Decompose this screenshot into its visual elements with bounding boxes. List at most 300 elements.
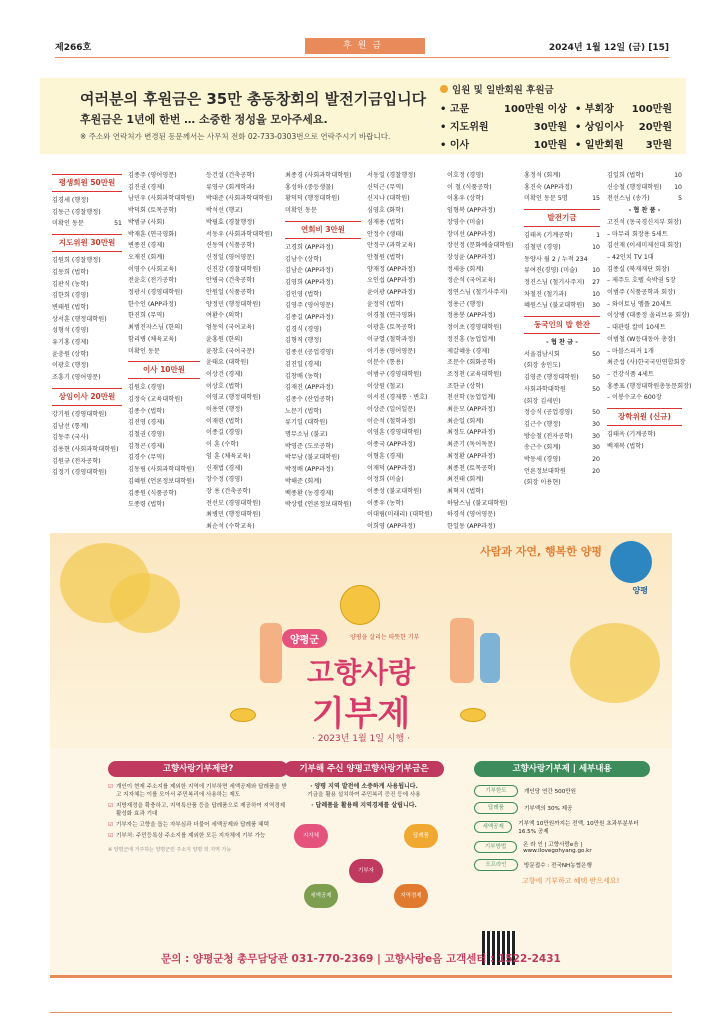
donor-entry — [367, 182, 443, 194]
donor-entry — [447, 229, 523, 241]
donor-entry — [447, 310, 523, 322]
donor-entry — [206, 275, 278, 287]
donor-entry — [285, 429, 361, 441]
donor-name: 신재법 (경제) — [206, 464, 243, 472]
county-slogan: 사람과 자연, 행복한 양평 — [480, 545, 602, 558]
donor-entry — [128, 193, 200, 205]
donor-entry — [52, 444, 122, 456]
donor-entry — [206, 509, 278, 521]
donor-name: 이상건 (경제) — [206, 370, 243, 378]
tier-row — [575, 136, 680, 151]
donor-entry — [607, 275, 682, 287]
donor-name: 여환수 (의학) — [206, 312, 243, 320]
panel-body — [108, 783, 288, 840]
donor-entry — [128, 382, 200, 394]
donor-entry — [447, 451, 523, 463]
donor-column-2 — [128, 170, 200, 511]
tier-amount: 100만원 — [631, 104, 672, 115]
donor-name: 미확인 동문 5명 — [524, 195, 568, 203]
donor-entry — [206, 193, 278, 205]
donor-name: 조한규 (상학) — [447, 382, 484, 390]
donor-entry — [607, 217, 682, 229]
category-heading: 연회비 3만원 — [285, 221, 361, 239]
donor-amount: 50 — [592, 385, 600, 393]
donor-name: 이서진 (경제통 · 변호) — [367, 394, 428, 402]
banner-headline: 여러분의 후원금은 35만 총동창회의 발전기금입니다 — [80, 90, 427, 108]
donor-entry — [128, 488, 200, 500]
donor-name: 이대림(미래리) (대학원) — [367, 511, 433, 519]
donor-entry — [52, 456, 122, 468]
donor-name: 정용봉 (APP과정) — [447, 312, 496, 320]
tier-row — [575, 118, 680, 133]
tier-amount: 20만원 — [638, 122, 672, 133]
donor-entry — [367, 369, 443, 381]
donor-entry — [447, 264, 523, 276]
donor-name: 김경세 (행정) — [52, 197, 89, 204]
donor-entry — [285, 312, 361, 324]
donor-name: 이광훈 (토목공학) — [367, 324, 416, 332]
donor-name: 전선스님 (송가) — [607, 195, 650, 203]
donor-name: 홍종표 (행정대학원총동문회장) — [607, 382, 692, 390]
tier-name: • 부회장 — [575, 104, 614, 115]
category-heading: 장학위원 (신규) — [607, 408, 682, 426]
donor-entry — [206, 205, 278, 217]
donor-entry — [367, 521, 443, 533]
donor-entry — [128, 346, 200, 358]
donor-entry — [52, 207, 122, 219]
donor-name: 하담스님 (불교대학원) — [447, 499, 508, 507]
donor-name: 김종수 (법학) — [128, 407, 165, 415]
donor-entry — [367, 240, 443, 252]
donor-name: 박범규 (사회) — [128, 218, 165, 226]
donor-name: 김원호 (경영) — [128, 384, 165, 392]
donor-entry — [607, 287, 682, 299]
donor-entry — [285, 406, 361, 418]
donor-entry — [52, 432, 122, 444]
donor-name: 조문수 (회화공학) — [447, 359, 496, 367]
donor-name: 김동주 (국사) — [52, 434, 89, 442]
cycle-node: 기부자 — [349, 859, 383, 883]
donor-amount: 10 — [592, 243, 600, 251]
donor-column-1 — [52, 170, 122, 479]
donor-name: 이재덕 (APP과정) — [367, 464, 416, 472]
donor-name: 최진태 (회계) — [447, 476, 484, 484]
donor-amount: 10 — [592, 267, 600, 275]
donor-entry — [607, 299, 682, 311]
donor-entry — [128, 322, 200, 334]
donor-amount: 20 — [592, 456, 600, 464]
header-divider — [55, 57, 669, 58]
tier-name: • 이사 — [440, 140, 470, 151]
donor-name: 신덕근 (무역) — [367, 183, 404, 191]
donor-entry — [285, 371, 361, 383]
donor-name: 이기용 (영어영문) — [367, 347, 416, 355]
donor-entry — [447, 416, 523, 428]
donor-name: 최운모 (APP과정) — [447, 406, 496, 414]
donor-entry — [607, 182, 682, 194]
cycle-diagram — [284, 814, 444, 914]
donor-name: 전선모 (경영대학원) — [206, 499, 261, 507]
donor-name: 이홍우 (상학) — [447, 195, 484, 203]
donor-entry — [52, 349, 122, 361]
category-heading: 동국인의 밥 한잔 — [524, 316, 600, 334]
donor-entry — [128, 441, 200, 453]
donor-name: 윤홍원 (한의) — [206, 335, 243, 343]
donor-name: 윤정익 (법학) — [367, 300, 404, 308]
donor-name: 한수인 (APP과정) — [128, 300, 177, 308]
donor-name: 박동세 (경영) — [524, 456, 561, 464]
donor-name: 이종우 (농학) — [367, 499, 404, 507]
donor-name: 백종환 (농경경제) — [285, 489, 334, 497]
donor-entry — [367, 427, 443, 439]
donor-entry — [607, 346, 682, 358]
detail-key: 세액공제 — [474, 821, 512, 833]
issue-date: 2024년 1월 12일 (금) [15] — [548, 43, 669, 53]
donor-entry — [285, 359, 361, 371]
donor-name: 안철원 (법학) — [367, 253, 404, 261]
sub-heading: - 협 찬 금 - — [546, 339, 578, 347]
tier-row — [440, 100, 575, 115]
donor-entry — [285, 394, 361, 406]
donor-entry — [367, 416, 443, 428]
donor-entry — [52, 372, 122, 384]
page-header — [55, 38, 669, 56]
donor-name: 정광시 (경영대학원) — [128, 289, 183, 297]
donor-column-5 — [367, 170, 443, 533]
donor-entry — [206, 474, 278, 486]
donor-entry — [447, 427, 523, 439]
donor-entry — [367, 474, 443, 486]
donor-name: 김태옥 (기계공학) — [524, 232, 573, 240]
donor-entry — [285, 300, 361, 312]
donor-name: 오인섭 (APP과정) — [367, 277, 416, 285]
donor-entry — [285, 499, 361, 511]
donor-name: 김남수 (상학) — [285, 255, 322, 263]
donor-entry — [128, 464, 200, 476]
donor-entry — [524, 454, 600, 466]
donor-name: 김진권 (경제) — [128, 183, 165, 191]
donor-entry — [367, 404, 443, 416]
donor-name: 사회과학대학원 — [524, 385, 566, 393]
donor-name: 이종길 (경영) — [206, 429, 243, 437]
donor-entry — [367, 170, 443, 182]
donor-entry — [367, 193, 443, 205]
detail-value: 방문접수 : 전국NH농협은행 — [524, 863, 592, 869]
donor-entry — [367, 252, 443, 264]
donor-name: 김청곤 (경제) — [128, 442, 165, 450]
donor-entry — [447, 299, 523, 311]
donor-entry — [607, 193, 682, 205]
donor-list — [52, 170, 692, 531]
panel-title: 고향사랑기부제란? — [108, 761, 288, 777]
cycle-node: 지자체 — [294, 824, 328, 848]
panel-title: 기부해 주신 양평고향사랑기부금은 — [284, 761, 444, 777]
donor-name: 정진흥 (농업업계) — [447, 335, 496, 343]
donor-entry — [128, 394, 200, 406]
donor-entry — [285, 193, 361, 205]
coin-icon — [340, 585, 380, 625]
donor-entry — [52, 467, 122, 479]
donor-name: 언론정보대학원 — [524, 467, 566, 475]
info-item: ☑ 기부자는 고향을 돕는 자부심과 더불어 세액공제와 답례품 혜택 — [108, 821, 288, 829]
donor-entry — [524, 349, 600, 361]
donor-amount: 10 — [674, 172, 682, 179]
donor-entry — [524, 360, 600, 372]
donor-entry — [206, 182, 278, 194]
banner-subline: 후원금은 1년에 한번 … 소중한 정성을 모아주세요. — [80, 113, 328, 126]
detail-value: 기부액 10만원까지는 전액, 10만원 초과부분부터 16.5% 공제 — [518, 821, 639, 835]
donor-name: 동양사 월 2 / 누적 234 — [524, 255, 588, 263]
donor-name: 김영준 (행정대학원) — [524, 374, 579, 382]
donor-name: 등건설 (건축공학) — [206, 172, 255, 179]
donor-name: 남민우 (사회과학대학원) — [128, 195, 195, 203]
donor-entry — [607, 322, 682, 334]
county-tagline: 양평을 살리는 따뜻한 기부 — [350, 634, 420, 641]
donor-name: 최순일 (회계) — [447, 417, 484, 425]
donor-name: 박상렬 (언론정보대학원) — [285, 501, 352, 509]
tier-grid — [440, 100, 680, 151]
donor-entry — [285, 476, 361, 488]
donor-name: 이용연 (행정) — [206, 406, 243, 414]
donor-entry — [206, 369, 278, 381]
donor-entry — [524, 289, 600, 301]
donor-entry — [128, 417, 200, 429]
donor-name: 윤충원 (상학) — [52, 350, 89, 358]
donor-entry — [52, 337, 122, 349]
donor-name: – 마무리 회장용 5세트 — [607, 230, 668, 238]
donor-name: 김원희 (경찰행정) — [52, 257, 101, 265]
donor-name: 유기홍 (경제) — [52, 339, 89, 347]
donor-name: 김근수 (행정) — [524, 420, 561, 428]
donor-name: 조흥기 (영어영문) — [52, 374, 101, 382]
tier-amount: 30만원 — [533, 122, 567, 133]
tier-heading: 임원 및 일반회원 후원금 — [440, 82, 680, 96]
donor-entry — [206, 240, 278, 252]
poster-start-date: · 2023년 1월 1일 시행 · — [312, 734, 410, 744]
donor-entry — [206, 287, 278, 299]
donor-name: 이범철 (W등대동아 총장) — [607, 335, 676, 343]
banner-note: ※ 주소와 연락처가 변경된 동문께서는 사무처 전화 02-733-0303번으로 연락주시기 바랍니다. — [80, 132, 391, 141]
donor-name: 김용현 (사회과학대학원) — [52, 445, 119, 453]
donor-amount: 50 — [592, 374, 600, 382]
donor-entry — [206, 310, 278, 322]
donor-name: 김진영 (경제) — [128, 419, 165, 427]
donor-entry — [367, 439, 443, 451]
donor-column-4 — [285, 170, 361, 511]
donor-entry — [367, 334, 443, 346]
donor-name: 송근수 (회계) — [524, 444, 561, 452]
category-heading: 지도위원 30만원 — [52, 234, 122, 252]
donor-entry — [52, 409, 122, 421]
donor-entry — [524, 466, 600, 478]
donor-name: 김정기 (경영대학원) — [52, 469, 107, 477]
donor-name: 최병민 (행정대학원) — [206, 511, 261, 519]
donor-entry — [367, 205, 443, 217]
donor-name: 고경희 (APP과정) — [285, 243, 334, 251]
donor-entry — [128, 182, 200, 194]
donor-name: – 마블스피커 1개 — [607, 347, 654, 355]
donor-name: 서동일 (경찰행정) — [367, 172, 416, 179]
donor-name: 김종길 (APP과정) — [285, 314, 334, 322]
panel-title: 고향사랑기부제 | 세부내용 — [474, 761, 650, 777]
donor-name: 류영구 (회계학과) — [206, 183, 255, 191]
donor-name: 최범진자스님 (한의) — [128, 324, 183, 332]
donor-name: 이상준 (일어일문) — [367, 406, 416, 414]
donor-entry — [524, 254, 600, 266]
donor-entry — [607, 240, 682, 252]
donor-entry — [524, 407, 600, 419]
donor-name: 정진스님 (철기사주지) — [524, 278, 585, 286]
donor-entry — [607, 429, 682, 441]
donor-name: 최준기 (독어독문) — [447, 441, 496, 449]
donor-entry — [206, 217, 278, 229]
tier-name: • 고문 — [440, 104, 470, 115]
donor-entry — [206, 498, 278, 510]
donor-column-6 — [447, 170, 523, 533]
donor-column-8 — [607, 170, 692, 452]
donor-name: 이상병 (대종정 올리브유 회장) — [607, 312, 690, 320]
donor-entry — [607, 310, 690, 322]
donor-entry — [367, 381, 443, 393]
donor-entry — [447, 346, 523, 358]
donor-entry — [128, 240, 200, 252]
donor-entry — [285, 277, 361, 289]
donor-entry — [447, 392, 523, 404]
donor-entry — [128, 205, 200, 217]
closing-text: 고향에 기부하고 혜택 받으세요! — [522, 877, 620, 885]
tier-amount: 10만원 — [533, 140, 567, 151]
donor-entry — [206, 170, 278, 182]
tier-name: • 지도위원 — [440, 122, 489, 133]
donor-entry — [206, 521, 278, 533]
donor-name: 임 훈 (체육교육) — [206, 452, 251, 460]
donor-entry — [285, 347, 361, 359]
donor-name: 도종령 (법학) — [128, 501, 165, 509]
donor-entry — [367, 509, 443, 521]
donor-name: 김형직 (행정) — [285, 337, 322, 345]
donor-name: 김종원 (식품공학) — [128, 489, 177, 497]
donor-entry — [128, 170, 200, 182]
donor-name: 박정배 (APP과정) — [285, 466, 334, 474]
donor-name: 김철민 (경영) — [524, 243, 561, 251]
donor-entry — [524, 170, 600, 182]
donor-entry — [52, 279, 122, 291]
donor-amount: 1 — [596, 232, 600, 240]
donor-entry — [128, 476, 200, 488]
donor-entry — [447, 521, 523, 533]
donor-name: 김혜원 (언론정보대학원) — [128, 477, 195, 485]
donor-entry — [206, 486, 278, 498]
donor-name: 이영수 (사회교육) — [128, 265, 177, 273]
donor-name: 한일동 (APP과정) — [447, 523, 496, 531]
donor-name: 명무소님 (불교) — [285, 431, 328, 439]
donor-entry — [367, 264, 443, 276]
donor-name: 김종수 (산업공학) — [285, 395, 334, 403]
detail-value: 기부액의 30% 제공 — [524, 806, 573, 812]
donor-entry — [447, 287, 523, 299]
donor-entry — [128, 429, 200, 441]
donor-entry — [285, 464, 361, 476]
donor-entry — [206, 346, 278, 358]
donor-name: 최정도 (APP과정) — [447, 429, 496, 437]
county-logo — [610, 541, 652, 583]
donor-entry — [206, 392, 278, 404]
donor-name: 이상호 (법학) — [206, 382, 243, 390]
donor-name: (회장 이용현) — [524, 479, 561, 487]
donor-entry — [285, 452, 361, 464]
donor-amount: 30 — [592, 302, 600, 310]
info-item: ☑ 기부처: 주민등록상 주소지를 제외한 모든 지자체에 기부 가능 — [108, 832, 288, 840]
donor-name: 전윤호 (전기공학) — [128, 277, 177, 285]
donor-entry — [524, 431, 600, 443]
donor-name: 조정천 (교육대학원) — [447, 370, 502, 378]
donor-entry — [128, 299, 200, 311]
donor-entry — [524, 277, 600, 289]
donor-name: 이 철 (식품공학) — [447, 183, 492, 191]
donor-entry — [447, 486, 523, 498]
donor-entry — [206, 404, 278, 416]
donor-name: 박석선 (행교) — [206, 207, 243, 215]
donor-name: 박무남 (불교대학원) — [285, 454, 340, 462]
donor-amount: 10 — [592, 290, 600, 298]
donor-name: 이상원 (철교) — [367, 382, 404, 390]
donor-name: 박대준 (사회과학대학원) — [206, 195, 273, 203]
donor-name: 김철권 (경영) — [128, 431, 165, 439]
donor-name: 정승식 (공업경영) — [524, 409, 573, 417]
donor-name: 신동역 (식품공학) — [206, 242, 255, 250]
donor-name: 신정일 (영어영문) — [206, 253, 255, 261]
donor-column-3 — [206, 170, 278, 533]
donor-name: 윤창호 (국어국문) — [206, 347, 255, 355]
donor-entry — [128, 406, 200, 418]
donor-entry — [447, 193, 523, 205]
donor-name: 이문수 (통용) — [367, 359, 404, 367]
donor-entry — [607, 264, 682, 276]
donor-name: 이범구 (경영대학원) — [367, 370, 422, 378]
donor-entry — [447, 334, 523, 346]
donor-entry — [128, 310, 200, 322]
donor-name: 방승철 (전자공학) — [524, 432, 573, 440]
donor-name: 노문기 (법학) — [285, 407, 322, 415]
donor-name: 오재진 (회계) — [128, 253, 165, 261]
donor-entry — [285, 182, 361, 194]
donor-amount: 50 — [592, 350, 600, 358]
donor-name: 천선학 (농업업계) — [447, 394, 496, 402]
donor-entry — [52, 267, 122, 279]
donor-entry — [447, 205, 523, 217]
donor-entry — [447, 357, 523, 369]
donor-name: 강기원 (경영대학원) — [52, 410, 107, 418]
cycle-node: 답례품 — [404, 824, 438, 848]
donor-entry — [206, 252, 278, 264]
donor-entry — [206, 299, 278, 311]
detail-row — [474, 819, 650, 835]
donor-entry — [367, 346, 443, 358]
donor-entry — [524, 242, 600, 254]
donor-name: 최정환 (APP과정) — [447, 452, 496, 460]
tier-row — [440, 136, 575, 151]
usage-line-2: · 답례품을 활용해 지역경제를 살립니다. — [311, 802, 417, 809]
donor-name: – 42인치 TV 1대 — [607, 253, 654, 261]
donor-name: 상서훈 (행정대학원) — [52, 315, 107, 323]
donor-entry — [128, 334, 200, 346]
donor-name: 박영준 (도로공학) — [285, 442, 334, 450]
what-is-panel — [108, 761, 288, 854]
donor-name: 양재정 (APP과정) — [367, 265, 416, 273]
donor-name: 김종주 (영어영문) — [128, 172, 177, 179]
donor-entry — [285, 488, 361, 500]
donor-name: 김원규 (전자공학) — [52, 457, 101, 465]
